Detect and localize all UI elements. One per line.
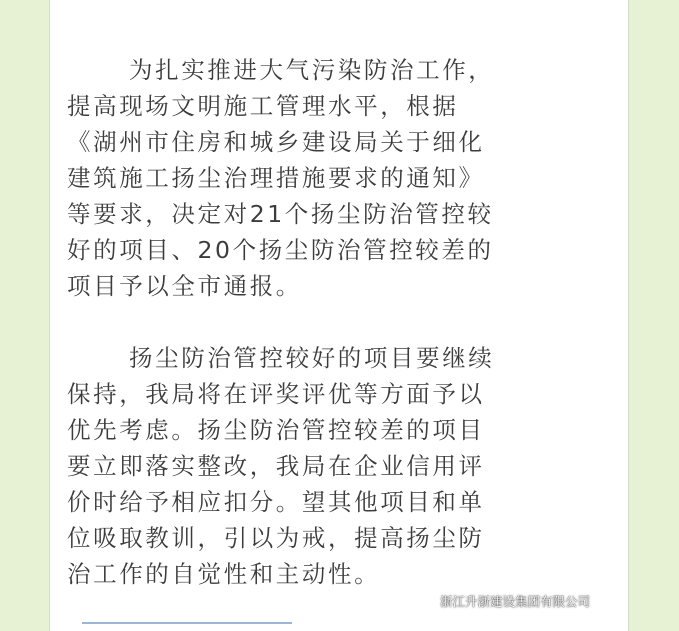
paragraph-line: 为扎实推进大气污染防治工作， (129, 56, 495, 84)
paragraph-2 (67, 340, 567, 592)
paragraph-line: 建筑施工扬尘治理措施要求的通知》 (67, 164, 485, 192)
paragraph-line: 《湖州市住房和城乡建设局关于细化 (67, 128, 485, 156)
paragraph-line: 优先考虑。扬尘防治管控较差的项目 (67, 416, 485, 444)
bottom-divider (82, 622, 292, 624)
paragraph-line: 提高现场文明施工管理水平，根据 (67, 92, 459, 120)
watermark-text: 浙江升浙建设集团有限公司 (440, 594, 591, 609)
paragraph-line: 好的项目、20个扬尘防治管控较差的 (67, 236, 494, 264)
source-watermark (416, 590, 590, 612)
paragraph-line: 项目予以全市通报。 (67, 272, 302, 300)
paragraph-line: 要立即落实整改，我局在企业信用评 (67, 452, 485, 480)
paragraph-line: 位吸取教训，引以为戒，提高扬尘防 (67, 524, 485, 552)
paragraph-line: 治工作的自觉性和主动性。 (67, 560, 381, 588)
paragraph-line: 保持，我局将在评奖评优等方面予以 (67, 380, 485, 408)
wechat-icon (416, 593, 436, 609)
paragraph-line: 等要求，决定对21个扬尘防治管控较 (67, 200, 494, 228)
paragraph-line: 扬尘防治管控较好的项目要继续 (129, 344, 495, 372)
paragraph-line: 价时给予相应扣分。望其他项目和单 (67, 488, 485, 516)
paragraph-1 (67, 52, 567, 304)
